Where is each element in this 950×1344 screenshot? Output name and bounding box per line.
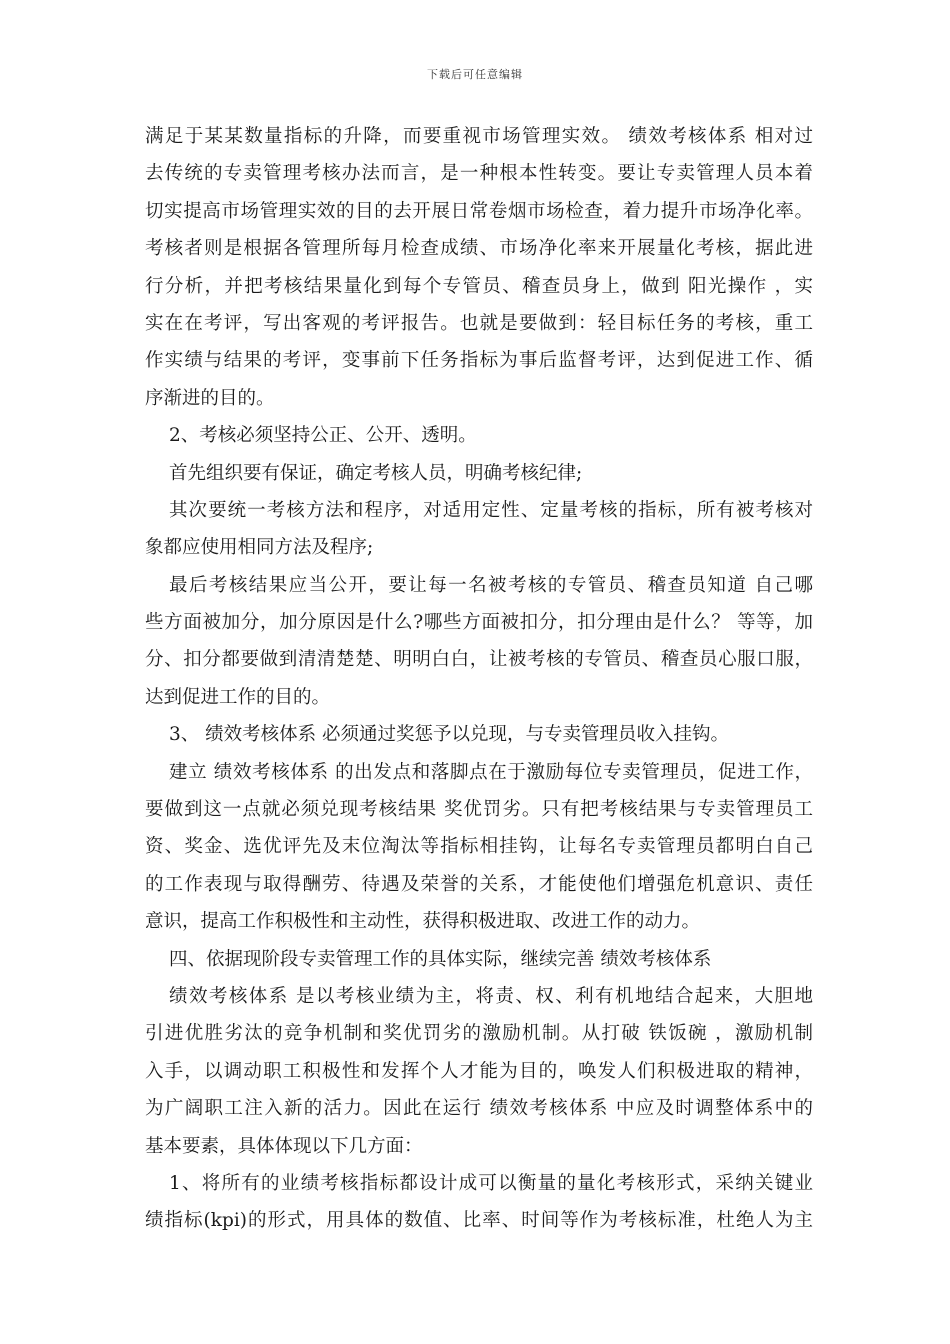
text-line: 的工作表现与取得酬劳、待遇及荣誉的关系，才能使他们增强危机意识、责任	[145, 873, 813, 895]
text-line: 绩效考核体系 是以考核业绩为主，将责、权、利有机地结合起来，大胆地	[169, 985, 813, 1007]
text-line: 引进优胜劣汰的竞争机制和奖优罚劣的激励机制。从打破 铁饭碗 ，激励机制	[145, 1023, 813, 1045]
document-body	[145, 118, 813, 1240]
text-line: 意识，提高工作积极性和主动性，获得积极进取、改进工作的动力。	[145, 911, 701, 933]
text-line: 四、依据现阶段专卖管理工作的具体实际，继续完善 绩效考核体系	[169, 948, 712, 970]
text-line: 作实绩与结果的考评，变事前下任务指标为事后监督考评，达到促进工作、循	[145, 350, 813, 372]
text-line: 3、 绩效考核体系 必须通过奖惩予以兑现，与专卖管理员收入挂钩。	[169, 724, 730, 746]
text-line: 2、考核必须坚持公正、公开、透明。	[169, 425, 477, 447]
text-line: 达到促进工作的目的。	[145, 686, 331, 708]
text-line: 首先组织要有保证，确定考核人员，明确考核纪律;	[169, 462, 583, 484]
text-line: 建立 绩效考核体系 的出发点和落脚点在于激励每位专卖管理员，促进工作，	[169, 761, 813, 783]
text-line: 去传统的专卖管理考核办法而言，是一种根本性转变。要让专卖管理人员本着	[145, 163, 813, 185]
text-line: 其次要统一考核方法和程序，对适用定性、定量考核的指标，所有被考核对	[169, 499, 813, 521]
text-line: 要做到这一点就必须兑现考核结果 奖优罚劣。只有把考核结果与专卖管理员工	[145, 799, 813, 821]
text-line: 为广阔职工注入新的活力。因此在运行 绩效考核体系 中应及时调整体系中的	[145, 1098, 813, 1120]
text-line: 入手，以调动职工积极性和发挥个人才能为目的，唤发人们积极进取的精神，	[145, 1060, 813, 1082]
text-line: 行分析，并把考核结果量化到每个专管员、稽查员身上，做到 阳光操作 ，实	[145, 275, 813, 297]
page-header: 下载后可任意编辑	[427, 68, 523, 81]
text-line: 考核者则是根据各管理所每月检查成绩、市场净化率来开展量化考核，据此进	[145, 238, 813, 260]
text-line: 资、奖金、选优评先及末位淘汰等指标相挂钩，让每名专卖管理员都明白自己	[145, 836, 813, 858]
text-line: 些方面被加分，加分原因是什么?哪些方面被扣分，扣分理由是什么？ 等等，加	[145, 612, 813, 634]
text-line: 绩指标(kpi)的形式，用具体的数值、比率、时间等作为考核标准，杜绝人为主	[145, 1210, 813, 1232]
text-line: 切实提高市场管理实效的目的去开展日常卷烟市场检查，着力提升市场净化率。	[145, 200, 813, 222]
text-line: 序渐进的目的。	[145, 387, 275, 409]
text-line: 象都应使用相同方法及程序;	[145, 537, 374, 559]
text-line: 基本要素，具体体现以下几方面：	[145, 1135, 423, 1157]
text-line: 最后考核结果应当公开，要让每一名被考核的专管员、稽查员知道 自己哪	[169, 574, 813, 596]
text-line: 实在在考评，写出客观的考评报告。也就是要做到：轻目标任务的考核，重工	[145, 312, 813, 334]
text-line: 分、扣分都要做到清清楚楚、明明白白，让被考核的专管员、稽查员心服口服，	[145, 649, 813, 671]
text-line: 1、将所有的业绩考核指标都设计成可以衡量的量化考核形式，采纳关键业	[169, 1172, 813, 1194]
text-line: 满足于某某数量指标的升降，而要重视市场管理实效。 绩效考核体系 相对过	[145, 126, 813, 147]
